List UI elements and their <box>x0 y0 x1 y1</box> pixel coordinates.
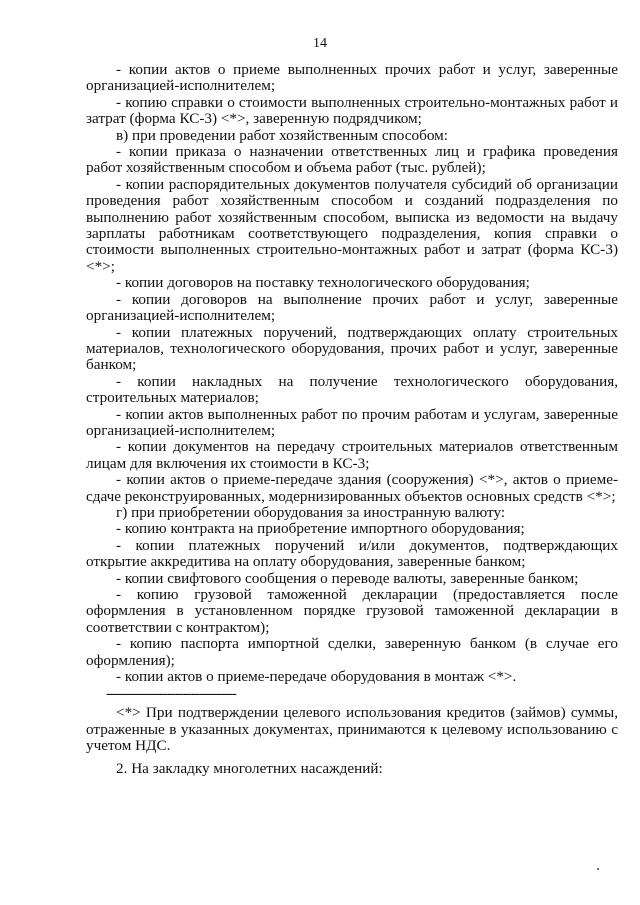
paragraph: - копии документов на передачу строительных материалов ответственным лицам для включения их стоимости в КС-3; <box>86 438 618 472</box>
paragraph: - копию грузовой таможенной декларации (предоставляется после оформления в установленном порядке грузовой таможенной декларации в соответствии с контрактом); <box>86 586 618 636</box>
paragraph: - копии актов о приеме-передаче оборудования в монтаж <*>. <box>116 668 517 686</box>
paragraph: - копию справки о стоимости выполненных строительно-монтажных работ и затрат (форма КС-3) <*>, заверенную подрядчиком; <box>86 93 618 128</box>
paragraph: - копию паспорта импортной сделки, заверенную банком (в случае его оформления); <box>86 635 618 669</box>
subsection-heading: г) при приобретении оборудования за иностранную валюту: <box>116 503 506 521</box>
paragraph: - копии платежных поручений и/или документов, подтверждающих открытие аккредитива на оплату оборудования, заверенные банком; <box>86 536 618 571</box>
paragraph: - копии свифтового сообщения о переводе валюты, заверенные банком; <box>116 569 579 587</box>
footnote: <*> При подтверждении целевого использования кредитов (займов) суммы, отраженные в указанных документах, принимаются к целевому использованию с учетом НДС. <box>86 704 618 755</box>
paragraph: - копии распорядительных документов получателя субсидий об организации проведения работ хозяйственным способом и созданий подразделения по выполнению работ хозяйственным способом, выписка из ведомости на выдачу зарплаты работникам соответствующего подразделения, копия справки о стоимости выполненных строительно-монтажных работ и затрат (форма КС-3) <*>; <box>86 175 618 275</box>
footnote-separator: -------------------------------- <box>106 685 236 703</box>
paragraph: - копии накладных на получение технологического оборудования, строительных материалов; <box>86 372 618 407</box>
paragraph: - копии актов о приеме-передаче здания (сооружения) <*>, актов о приеме-сдаче реконструированных, модернизированных объектов основных средств <*>; <box>86 471 618 505</box>
paragraph: - копии договоров на выполнение прочих работ и услуг, заверенные организацией-исполнителем; <box>86 290 618 325</box>
section-heading: 2. На закладку многолетних насаждений: <box>116 759 383 777</box>
paragraph: - копии приказа о назначении ответственных лиц и графика проведения работ хозяйственным способом и объема работ (тыс. рублей); <box>86 143 618 177</box>
paragraph: - копии актов о приеме выполненных прочих работ и услуг, заверенные организацией-исполнителем; <box>86 61 618 95</box>
document-body <box>86 62 618 777</box>
page-number: 14 <box>313 36 327 51</box>
paragraph: - копии договоров на поставку технологического оборудования; <box>116 274 530 292</box>
scan-speck <box>597 868 599 870</box>
paragraph: - копии платежных поручений, подтверждающих оплату строительных материалов, технологического оборудования, прочих работ и услуг, заверенные банком; <box>86 323 618 374</box>
paragraph: - копии актов выполненных работ по прочим работам и услугам, заверенные организацией-исполнителем; <box>86 405 618 439</box>
subsection-heading: в) при проведении работ хозяйственным способом: <box>116 126 448 144</box>
paragraph: - копию контракта на приобретение импортного оборудования; <box>116 520 525 538</box>
